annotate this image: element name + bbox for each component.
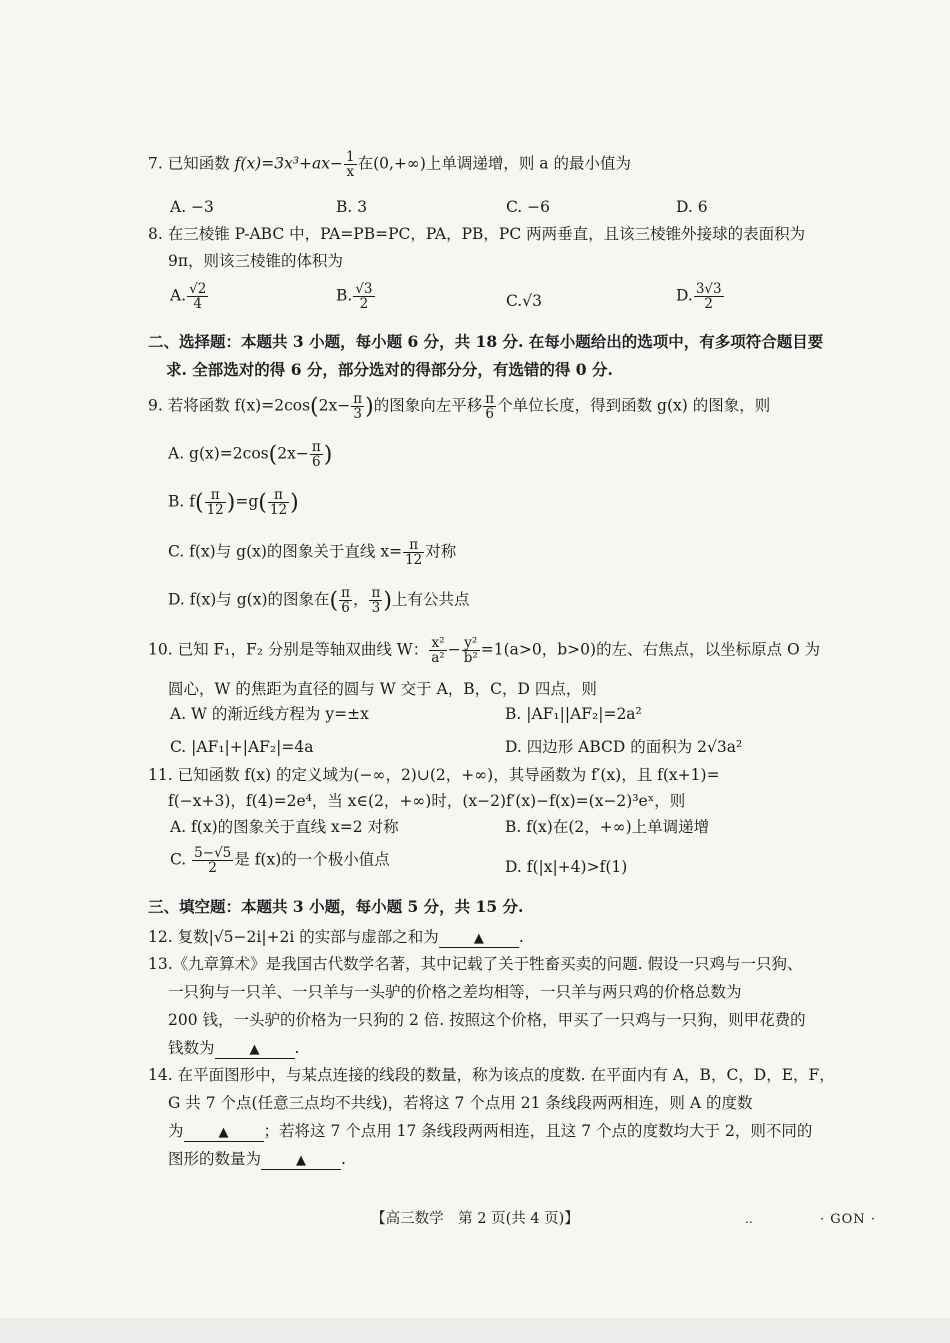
q8-option-d [676, 282, 725, 311]
frac-pi: π [311, 439, 321, 455]
q9-stem-c: 的图象向左平移 [373, 396, 483, 415]
q9-option-b [168, 488, 299, 517]
q7-stem-text: 7. 已知函数 [148, 154, 235, 173]
q14-line3-a: 为 [168, 1122, 184, 1140]
q8-d-num: 3√3 [695, 281, 722, 297]
q9-option-d [168, 586, 469, 615]
frac-y2: y² [462, 636, 480, 651]
paren-close: ) [383, 588, 392, 614]
q9-option-c [168, 538, 456, 567]
q13-line4 [168, 1039, 299, 1059]
q11-line1: 11. 已知函数 f(x) 的定义域为(−∞，2)∪(2，+∞)，其导函数为 f′(x)，且 f(x+1)= [148, 766, 720, 784]
q9-d-pre: D. f(x)与 g(x)的图象在 [168, 590, 330, 609]
q10-stem-b: =1(a>0，b>0)的左、右焦点，以坐标原点 O 为 [480, 640, 821, 659]
frac-a2: a² [431, 650, 445, 667]
q8-line2: 9π，则该三棱锥的体积为 [168, 252, 344, 270]
q7-stem [148, 150, 631, 179]
q11-c-post: 是 f(x)的一个极小值点 [234, 850, 390, 869]
q9-c-frac [403, 538, 424, 567]
q8-option-c [506, 292, 542, 311]
q7-option-d: D. 6 [676, 198, 708, 216]
frac-twelve: 12 [206, 502, 224, 519]
q14-answer-blank-2[interactable]: ▲ [261, 1153, 341, 1170]
q7-stem-end: 在(0,+∞)上单调递增，则 a 的最小值为 [357, 154, 631, 173]
q9-pi-third [351, 392, 364, 421]
q14-line4 [168, 1150, 346, 1170]
q10-stem-a: 10. 已知 F₁，F₂ 分别是等轴双曲线 W： [148, 640, 429, 659]
q9-stem-a: 9. 若将函数 f(x)=2cos [148, 396, 311, 415]
paren-open: ( [310, 394, 319, 420]
paren-open: ( [268, 442, 278, 468]
paren-open: ( [194, 490, 204, 516]
frac-pi: π [205, 488, 226, 503]
paren-open: ( [258, 490, 267, 516]
q12-answer-blank[interactable]: ▲ [439, 931, 519, 948]
frac-six: 6 [311, 454, 321, 471]
q12-end: . [518, 928, 524, 946]
q8-option-a [170, 282, 209, 311]
q8-option-b [336, 282, 376, 311]
section2-line2: 求. 全部选对的得 6 分，部分选对的得部分分，有选错的得 0 分. [166, 360, 613, 379]
q8-a-frac [187, 282, 208, 311]
q11-c-frac [192, 846, 233, 875]
q10-frac-y [462, 636, 480, 665]
section3-header: 三、填空题：本题共 3 小题，每小题 5 分，共 15 分. [148, 897, 524, 916]
frac-twelve: 12 [405, 552, 423, 569]
q11-c-num: 5−√5 [194, 845, 232, 861]
q8-b-den: 2 [359, 296, 369, 313]
paren-close: ) [290, 490, 299, 516]
section2-line1: 二、选择题：本题共 3 小题，每小题 6 分，共 18 分. 在每小题给出的选项中，有多项符合题目要 [148, 332, 824, 351]
frac-pi: π [353, 391, 363, 407]
paren-close: ) [365, 394, 374, 420]
q10-line2: 圆心，W 的焦距为直径的圆与 W 交于 A，B，C，D 四点，则 [168, 680, 597, 698]
q8-a-den: 4 [193, 296, 203, 313]
paren-open: ( [329, 588, 339, 614]
q7-frac-den: x [346, 164, 355, 181]
q12-stem: 12. 复数|√5−2i|+2i 的实部与虚部之和为 [148, 928, 439, 946]
q10-option-b: B. |AF₁||AF₂|=2a² [505, 705, 642, 723]
frac-pi: π [371, 585, 381, 601]
scan-bottom-edge [0, 1318, 950, 1343]
q9-b-frac1 [205, 488, 226, 517]
q7-option-a: A. −3 [170, 198, 214, 216]
q9-option-a [168, 440, 332, 469]
q9-pi-sixth [483, 392, 496, 421]
frac-b2: b² [463, 650, 478, 667]
paren-close: ) [226, 490, 236, 516]
frac-three: 3 [371, 600, 381, 617]
q9-d-comma: ， [352, 590, 369, 609]
q14-line4-text: 图形的数量为 [168, 1150, 262, 1168]
q8-d-label: D. [676, 286, 693, 305]
q8-b-num: √3 [355, 281, 373, 297]
q14-line3 [168, 1122, 812, 1142]
q10-option-d: D. 四边形 ABCD 的面积为 2√3a² [505, 738, 743, 756]
q8-b-label: B. [336, 286, 353, 305]
q9-c-post: 对称 [425, 542, 457, 561]
q10-minus: − [447, 640, 461, 659]
q11-option-d: D. f(|x|+4)>f(1) [505, 858, 628, 876]
paren-close: ) [323, 442, 333, 468]
frac-pi: π [485, 391, 495, 407]
q9-stem [148, 392, 770, 421]
q10-option-c: C. |AF₁|+|AF₂|=4a [170, 738, 314, 756]
q14-end: . [341, 1150, 346, 1168]
q11-option-a: A. f(x)的图象关于直线 x=2 对称 [170, 818, 399, 836]
q13-end: . [294, 1039, 300, 1057]
q7-function: f(x)=3x³+ax− [234, 154, 343, 173]
q11-c-den: 2 [208, 860, 218, 877]
q8-d-frac [694, 282, 724, 311]
q14-answer-blank-1[interactable]: ▲ [184, 1125, 264, 1142]
frac-x2: x² [429, 636, 446, 651]
q13-line1: 13.《九章算术》是我国古代数学名著，其中记载了关于牲畜买卖的问题. 假设一只鸡与一只狗、 [148, 955, 803, 973]
q9-a-pre: A. g(x)=2cos [168, 444, 269, 463]
q13-line2: 一只狗与一只羊、一只羊与一头驴的价格之差均相等，一只羊与两只鸡的价格总数为 [168, 983, 742, 1001]
q9-a-frac [310, 440, 323, 469]
q7-frac-num: 1 [346, 149, 355, 165]
frac-twelve: 12 [269, 502, 288, 519]
q9-b-pre: B. f [168, 492, 195, 511]
q13-line4-text: 钱数为 [168, 1039, 215, 1057]
frac-pi: π [341, 585, 350, 601]
q8-line1: 8. 在三棱锥 P-ABC 中，PA=PB=PC，PA，PB，PC 两两垂直，且该三棱锥外接球的表面积为 [148, 225, 806, 243]
frac-six: 6 [485, 406, 494, 423]
q9-b-frac2 [268, 488, 289, 517]
q9-d-frac1 [339, 586, 352, 615]
q9-b-mid: =g [235, 492, 259, 511]
footer-mark: .. [745, 1212, 753, 1226]
q8-a-label: A. [170, 286, 187, 305]
q14-line1: 14. 在平面图形中，与某点连接的线段的数量，称为该点的度数. 在平面内有 A，B，C，D，E，F， [148, 1066, 835, 1084]
q10-frac-x [429, 636, 446, 665]
q7-fraction [344, 150, 357, 179]
q11-c-pre: C. [170, 850, 192, 869]
q13-line3: 200 钱，一头驴的价格为一只狗的 2 倍. 按照这个价格，甲买了一只鸡与一只狗，则甲花费的 [168, 1011, 806, 1029]
q8-c-label: C. [506, 292, 523, 310]
q8-a-num: √2 [189, 281, 207, 297]
q9-stem-b: 2x− [318, 396, 351, 415]
q8-d-den: 2 [704, 296, 713, 313]
q10-stem [148, 636, 820, 665]
q11-line2: f(−x+3)，f(4)=2e⁴，当 x∈(2，+∞)时，(x−2)f′(x)−f(x)=(x−2)³eˣ，则 [168, 792, 686, 810]
q9-c-pre: C. f(x)与 g(x)的图象关于直线 x= [168, 542, 403, 561]
q7-option-b: B. 3 [336, 198, 368, 216]
q9-stem-d: 个单位长度，得到函数 g(x) 的图象，则 [497, 396, 771, 415]
q9-d-post: 上有公共点 [391, 590, 470, 609]
frac-pi: π [403, 538, 424, 553]
q12 [148, 928, 524, 948]
q8-b-frac [353, 282, 374, 311]
q11-option-c [170, 846, 390, 875]
q13-answer-blank[interactable]: ▲ [215, 1042, 295, 1059]
q14-line2: G 共 7 个点(任意三点均不共线)，若将这 7 个点用 21 条线段两两相连，则 A 的度数 [168, 1094, 753, 1112]
page-footer: 【高三数学 第 2 页(共 4 页)】 [371, 1211, 579, 1227]
q9-d-frac2 [369, 586, 382, 615]
footer-code: · GON · [820, 1212, 876, 1227]
q9-a-in: 2x− [277, 444, 309, 463]
q10-option-a: A. W 的渐近线方程为 y=±x [170, 705, 369, 723]
frac-pi: π [268, 488, 289, 503]
frac-six: 6 [341, 600, 350, 617]
frac-three: 3 [353, 406, 362, 423]
q14-line3-b: ；若将这 7 个点用 17 条线段两两相连，且这 7 个点的度数均大于 2，则不同的 [263, 1122, 813, 1140]
q7-option-c: C. −6 [506, 198, 551, 216]
q8-c-text: √3 [522, 292, 542, 310]
q11-option-b: B. f(x)在(2，+∞)上单调递增 [505, 818, 710, 836]
